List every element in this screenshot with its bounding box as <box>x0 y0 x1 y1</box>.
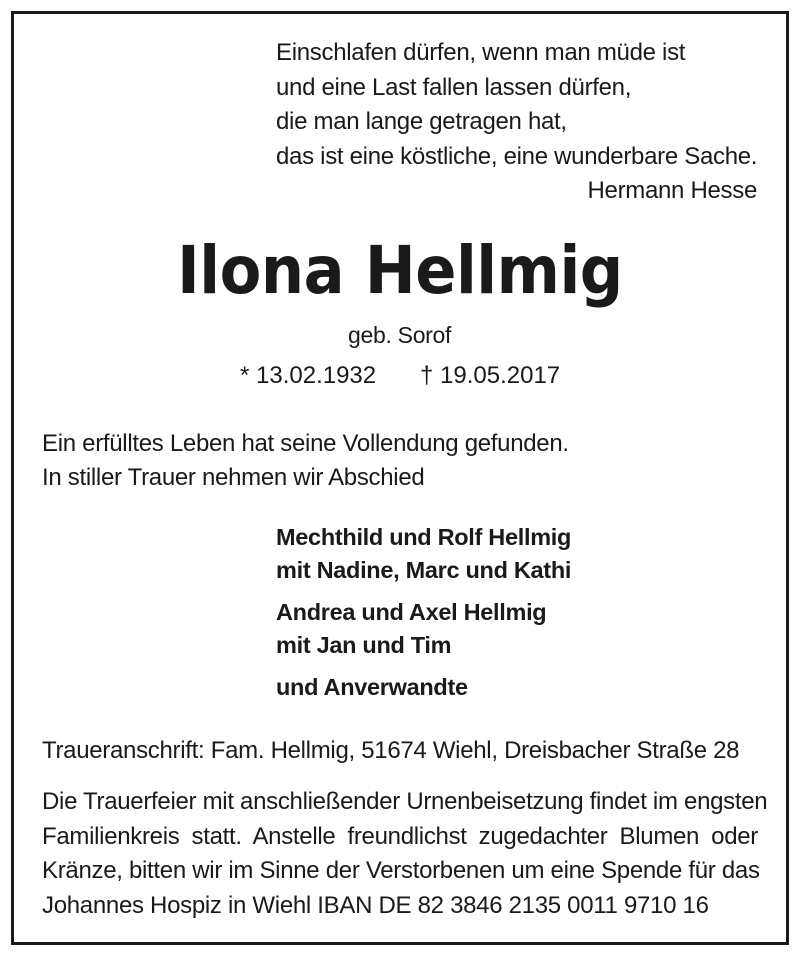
quote <box>276 36 766 204</box>
deceased-name: Ilona Hellmig <box>177 232 623 309</box>
farewell-line: Ein erfülltes Leben hat seine Vollendung gefunden. <box>42 430 569 457</box>
mourner-line: mit Jan und Tim <box>276 632 452 658</box>
mourner-line: Andrea und Axel Hellmig <box>276 599 547 625</box>
notice-line: Die Trauerfeier mit anschließender Urnenbeisetzung findet im engsten <box>42 788 768 815</box>
mourner-group <box>276 521 571 587</box>
mourning-address: Traueranschrift: Fam. Hellmig, 51674 Wiehl, Dreisbacher Straße 28 <box>42 737 740 764</box>
mourner-group <box>276 671 571 704</box>
quote-line: und eine Last fallen lassen dürfen, <box>276 73 632 101</box>
quote-line: Einschlafen dürfen, wenn man müde ist <box>276 39 686 66</box>
funeral-notice <box>42 785 768 923</box>
quote-author: Hermann Hesse <box>587 177 757 204</box>
death-date: † 19.05.2017 <box>420 362 561 389</box>
birth-date: * 13.02.1932 <box>240 362 377 389</box>
quote-line: die man lange getragen hat, <box>276 108 567 135</box>
notice-line: Familienkreis statt. Anstelle freundlichst zugedachter Blumen oder <box>42 822 758 850</box>
birth-name: geb. Sorof <box>348 322 452 348</box>
farewell-text <box>42 427 569 495</box>
mourners-list <box>276 521 571 713</box>
mourner-line: und Anverwandte <box>276 674 468 700</box>
notice-line: Johannes Hospiz in Wiehl IBAN DE 82 3846 2135 0011 9710 16 <box>42 891 709 919</box>
mourner-line: mit Nadine, Marc und Kathi <box>276 557 572 583</box>
mourner-line: Mechthild und Rolf Hellmig <box>276 524 572 550</box>
mourner-group <box>276 596 571 662</box>
quote-line: das ist eine köstliche, eine wunderbare Sache. <box>276 142 758 170</box>
notice-line: Kränze, bitten wir im Sinne der Verstorbenen um eine Spende für das <box>42 857 760 884</box>
farewell-line: In stiller Trauer nehmen wir Abschied <box>42 464 425 491</box>
